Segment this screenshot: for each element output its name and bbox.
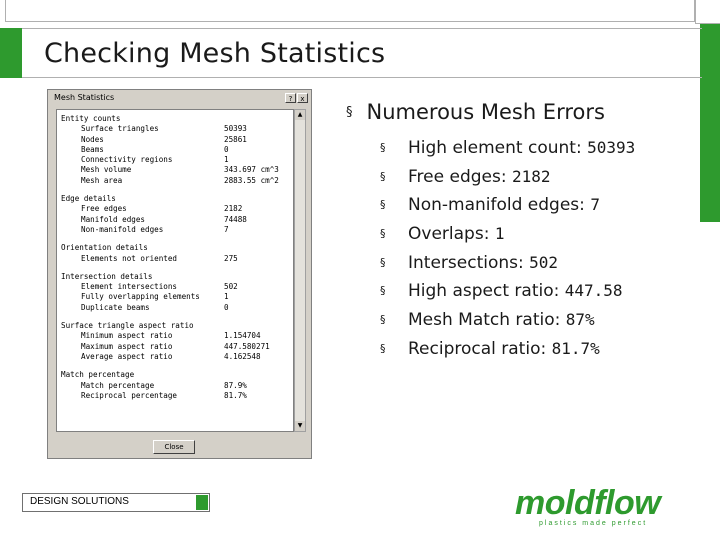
- moldflow-logo: [515, 484, 661, 527]
- left-accent-bar: [0, 28, 22, 78]
- stat-label: Surface triangle aspect ratio: [61, 321, 194, 331]
- stat-label: Manifold edges: [81, 214, 146, 224]
- error-value: 7: [590, 195, 600, 215]
- stat-value: 74488: [224, 214, 247, 224]
- dialog-close-x-button[interactable]: x: [297, 93, 308, 103]
- error-label: High aspect ratio: [408, 281, 554, 302]
- stat-label: Fully overlapping elements: [81, 292, 200, 302]
- stat-value: 4.162548: [224, 351, 261, 361]
- stats-scrollbar[interactable]: [294, 109, 306, 432]
- dialog-title: Mesh Statistics: [54, 93, 115, 102]
- stat-value: 1: [224, 292, 229, 302]
- bullet-marker-icon: §: [380, 284, 386, 298]
- error-item-text: High element count: 50393: [408, 138, 636, 158]
- error-label: Mesh Match ratio: [408, 310, 555, 331]
- error-value: 81.7%: [551, 338, 600, 358]
- error-value: 2182: [511, 166, 551, 186]
- logo-word: moldflow: [515, 484, 661, 522]
- scroll-up-icon[interactable]: ▲: [295, 110, 305, 120]
- stat-label: Duplicate beams: [81, 302, 150, 312]
- stat-label: Element intersections: [81, 282, 178, 292]
- bullet-marker-icon: §: [380, 141, 386, 154]
- bullet-marker-icon: §: [380, 341, 386, 355]
- stat-value: 1: [224, 155, 229, 165]
- bullet-marker-icon: §: [380, 313, 386, 327]
- error-value: 502: [529, 252, 559, 272]
- error-item-text: Overlaps: 1: [408, 224, 505, 245]
- top-frame-line: [5, 0, 695, 22]
- bullet-marker-icon: §: [380, 227, 386, 241]
- stat-value: 2883.55 cm^2: [224, 175, 279, 185]
- stat-label: Match percentage: [61, 370, 135, 380]
- bullet-marker-icon: §: [346, 105, 353, 120]
- stat-value: 502: [224, 282, 238, 292]
- stat-label: Surface triangles: [81, 124, 159, 134]
- close-button[interactable]: Close: [153, 440, 195, 454]
- error-label: High element count: [408, 138, 576, 158]
- bullet-marker-icon: §: [380, 255, 386, 269]
- error-item-text: Mesh Match ratio: 87%: [408, 310, 595, 331]
- stat-label: Free edges: [81, 204, 127, 214]
- stat-value: 50393: [224, 124, 247, 134]
- stat-value: 7: [224, 224, 229, 234]
- main-bullet-text: Numerous Mesh Errors: [366, 100, 605, 124]
- top-right-frame: [695, 0, 720, 24]
- error-item-text: Reciprocal ratio: 81.7%: [408, 338, 600, 359]
- error-label: Intersections: [408, 252, 518, 273]
- error-value: 87%: [565, 310, 595, 330]
- error-value: 1: [494, 224, 505, 244]
- error-value: 50393: [587, 138, 636, 157]
- stat-value: 2182: [224, 204, 243, 214]
- error-item-text: Intersections: 502: [408, 252, 559, 273]
- footer-accent: [196, 495, 208, 510]
- logo-tagline: plastics made perfect: [539, 520, 648, 527]
- error-label: Free edges: [408, 166, 501, 187]
- stat-value: 0: [224, 302, 229, 312]
- stat-label: Orientation details: [61, 243, 148, 253]
- bullet-marker-icon: §: [380, 198, 386, 212]
- stat-label: Maximum aspect ratio: [81, 341, 173, 351]
- stat-value: 343.697 cm^3: [224, 165, 279, 175]
- error-label: Reciprocal ratio: [408, 338, 541, 359]
- stat-label: Match percentage: [81, 380, 155, 390]
- stat-value: 25861: [224, 134, 247, 144]
- stat-label: Edge details: [61, 194, 116, 204]
- stat-label: Reciprocal percentage: [81, 390, 178, 400]
- bullet-marker-icon: §: [380, 169, 386, 183]
- error-item-text: Non-manifold edges: 7: [408, 195, 600, 216]
- stat-label: Beams: [81, 144, 104, 154]
- stat-label: Minimum aspect ratio: [81, 331, 173, 341]
- error-value: 447.58: [564, 281, 623, 301]
- footer-label: DESIGN SOLUTIONS: [30, 496, 129, 507]
- stat-value: 1.154704: [224, 331, 261, 341]
- stat-value: 275: [224, 253, 238, 263]
- mesh-statistics-dialog: [47, 89, 312, 459]
- stat-label: Entity counts: [61, 114, 121, 123]
- error-label: Non-manifold edges: [408, 195, 580, 216]
- stat-label: Connectivity regions: [81, 155, 173, 165]
- stat-value: 87.9%: [224, 380, 247, 390]
- right-accent-bar: [700, 24, 720, 222]
- stat-label: Mesh volume: [81, 165, 132, 175]
- stat-label: Elements not oriented: [81, 253, 178, 263]
- stat-label: Intersection details: [61, 271, 153, 281]
- scroll-down-icon[interactable]: ▼: [295, 421, 305, 431]
- error-item-text: High aspect ratio: 447.58: [408, 281, 623, 302]
- stats-text-area[interactable]: [56, 109, 294, 432]
- main-bullet: [346, 100, 605, 124]
- error-item-text: Free edges: 2182: [408, 166, 551, 187]
- stat-label: Mesh area: [81, 175, 123, 185]
- dialog-titlebar: [50, 92, 309, 105]
- stat-value: 447.580271: [224, 341, 270, 351]
- stat-label: Nodes: [81, 134, 104, 144]
- stat-label: Non-manifold edges: [81, 224, 164, 234]
- page-title: Checking Mesh Statistics: [44, 38, 386, 69]
- dialog-help-button[interactable]: ?: [285, 93, 296, 103]
- stat-value: 81.7%: [224, 390, 247, 400]
- stat-label: Average aspect ratio: [81, 351, 173, 361]
- error-label: Overlaps: [408, 224, 484, 245]
- stat-value: 0: [224, 144, 229, 154]
